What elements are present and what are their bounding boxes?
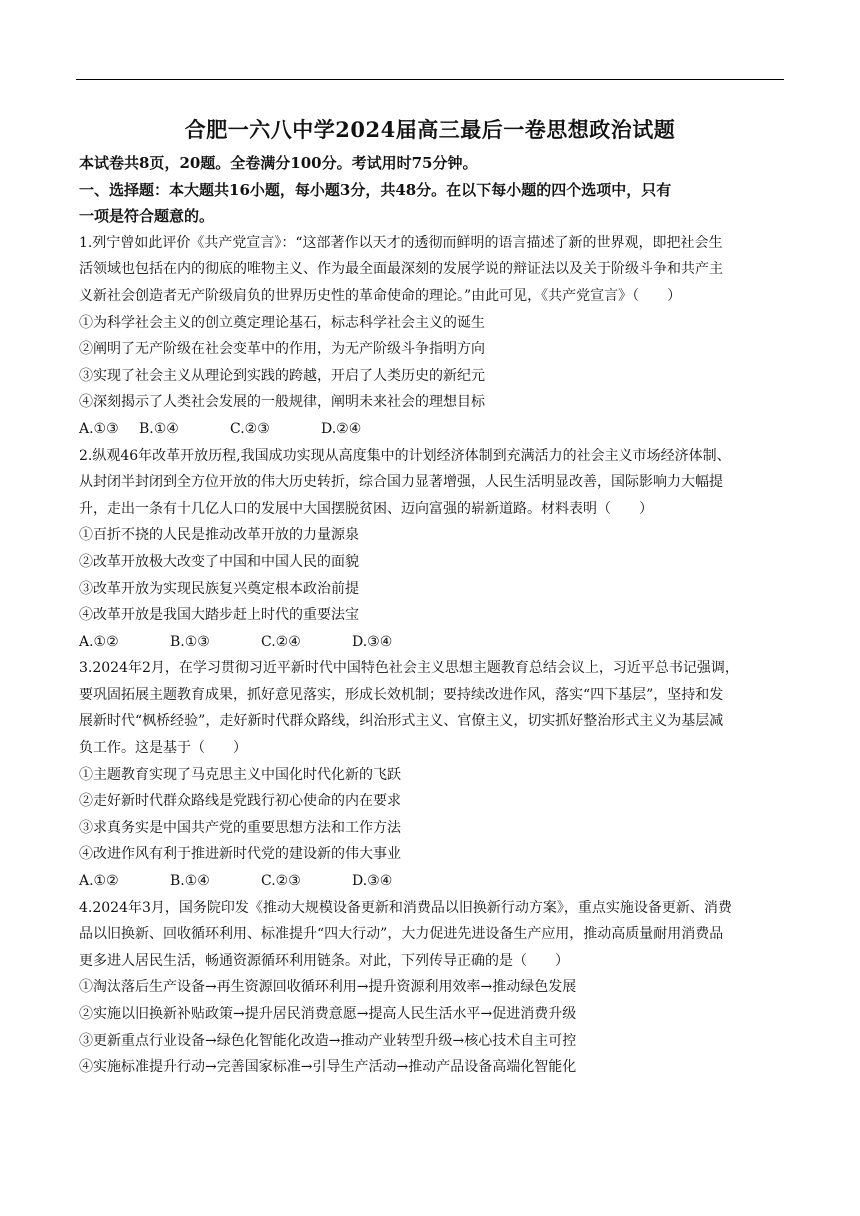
- option-b: B.①④: [170, 873, 210, 890]
- exam-body: [79, 150, 784, 1081]
- answer-options: [79, 416, 784, 443]
- section-heading-line: 一项是符合题意的。: [79, 207, 215, 226]
- option-a: A.①②: [79, 633, 119, 650]
- question-stem-line: 更多进人居民生活，畅通资源循环利用链条。对此，下列传导正确的是（ ）: [79, 952, 569, 969]
- question-stem-line: 活领域也包括在内的彻底的唯物主义、作为最全面最深刻的发展学说的辩证法以及关于阶级斗争和共产主: [79, 261, 723, 278]
- question-2: [79, 443, 784, 656]
- question-3: [79, 655, 784, 894]
- question-stem-line: 从封闭半封闭到全方位开放的伟大历史转折，综合国力显著增强，人民生活明显改善，国际影响力大幅提: [79, 474, 723, 491]
- option-b: B.①③: [170, 633, 210, 650]
- statement-item: ③改革开放为实现民族复兴奠定根本政治前提: [79, 580, 359, 597]
- option-d: D.③④: [352, 633, 393, 650]
- statement-item: ①为科学社会主义的创立奠定理论基石，标志科学社会主义的诞生: [79, 314, 485, 331]
- option-a: A.①②: [79, 873, 119, 890]
- answer-options: [79, 629, 784, 656]
- exam-intro: 本试卷共8页，20题。全卷满分100分。考试用时75分钟。: [79, 154, 478, 172]
- question-stem-line: 3.2024年2月，在学习贯彻习近平新时代中国特色社会主义思想主题教育总结会议上，习近平总书记强调，: [79, 660, 739, 677]
- question-stem-line: 4.2024年3月，国务院印发《推动大规模设备更新和消费品以旧换新行动方案》，重点实施设备更新、消费: [79, 899, 732, 916]
- option-c: C.②③: [261, 873, 301, 890]
- question-stem-line: 升，走出一条有十几亿人口的发展中大国摆脱贫困、迈向富强的崭新道路。材料表明（ ）: [79, 500, 653, 517]
- header-rule: [76, 79, 784, 80]
- question-stem-line: 2.纵观46年改革开放历程,我国成功实现从高度集中的计划经济体制到充满活力的社会主义市场经济体制、: [79, 447, 731, 464]
- option-d: D.②④: [321, 420, 362, 437]
- option-c: C.②③: [230, 420, 270, 437]
- option-a: A.①③: [79, 420, 119, 437]
- section-heading-line: 一、选择题：本大题共16小题，每小题3分，共48分。在以下每小题的四个选项中，只有: [79, 180, 672, 199]
- question-stem-line: 1.列宁曾如此评价《共产党宣言》：“这部著作以天才的透彻而鲜明的语言描述了新的世界观，即把社会生: [79, 234, 723, 251]
- statement-item: ④改革开放是我国大踏步赶上时代的重要法宝: [79, 607, 359, 624]
- statement-item: ①淘汰落后生产设备→再生资源回收循环利用→提升资源利用效率→推动绿色发展: [79, 979, 577, 996]
- page-title: 合肥一六八中学2024届高三最后一卷思想政治试题: [184, 117, 676, 142]
- statement-item: ②阐明了无产阶级在社会变革中的作用，为无产阶级斗争指明方向: [79, 341, 485, 358]
- statement-item: ②实施以旧换新补贴政策→提升居民消费意愿→提高人民生活水平→促进消费升级: [79, 1006, 577, 1022]
- statement-item: ③求真务实是中国共产党的重要思想方法和工作方法: [79, 819, 401, 836]
- option-d: D.③④: [352, 873, 393, 890]
- statement-item: ②改革开放极大改变了中国和中国人民的面貌: [79, 553, 359, 570]
- option-c: C.②④: [261, 633, 301, 650]
- statement-item: ③实现了社会主义从理论到实践的跨越，开启了人类历史的新纪元: [79, 367, 485, 384]
- question-stem-line: 负工作。这是基于（ ）: [79, 740, 247, 757]
- statement-item: ①百折不挠的人民是推动改革开放的力量源泉: [79, 527, 359, 544]
- question-4: [79, 895, 784, 1081]
- question-stem-line: 义新社会创造者无产阶级肩负的世界历史性的革命使命的理论。”由此可见，《共产党宣言》（ ）: [79, 287, 682, 304]
- question-stem-line: 要巩固拓展主题教育成果，抓好意见落实，形成长效机制；要持续改进作风，落实“四下基层”，坚持和发: [79, 686, 724, 703]
- question-1: [79, 230, 784, 443]
- statement-item: ②走好新时代群众路线是党践行初心使命的内在要求: [79, 793, 401, 810]
- statement-item: ①主题教育实现了马克思主义中国化时代化新的飞跃: [79, 766, 401, 783]
- statement-item: ④实施标准提升行动→完善国家标准→引导生产活动→推动产品设备高端化智能化: [79, 1059, 577, 1076]
- statement-item: ④改进作风有利于推进新时代党的建设新的伟大事业: [79, 846, 401, 863]
- statement-item: ④深刻揭示了人类社会发展的一般规律，阐明未来社会的理想目标: [79, 394, 485, 411]
- question-stem-line: 展新时代“枫桥经验”，走好新时代群众路线，纠治形式主义、官僚主义，切实抓好整治形式主义为基层减: [79, 713, 724, 730]
- statement-item: ③更新重点行业设备→绿色化智能化改造→推动产业转型升级→核心技术自主可控: [79, 1032, 577, 1049]
- option-b: B.①④: [139, 420, 179, 437]
- answer-options: [79, 868, 784, 895]
- question-stem-line: 品以旧换新、回收循环利用、标准提升“四大行动”，大力促进先进设备生产应用，推动高质量耐用消费品: [79, 926, 724, 943]
